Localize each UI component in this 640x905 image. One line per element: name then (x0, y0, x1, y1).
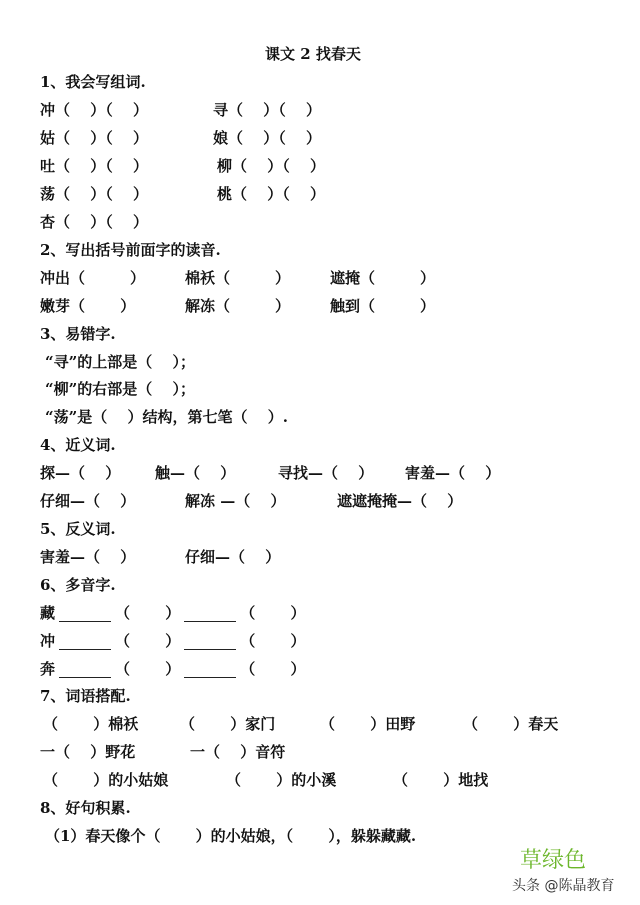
s6-paren: （ ） (115, 632, 181, 650)
s6-row (40, 604, 305, 622)
s4-item: 仔细—（ ） (40, 492, 136, 510)
s7-item: （ ）棉袄 (43, 715, 139, 733)
s5-item: 害羞—（ ） (40, 548, 136, 566)
blank-line (59, 663, 111, 678)
s2-item: 解冻（ ） (185, 297, 291, 315)
s7-item: 一（ ）野花 (40, 743, 136, 761)
s4-item: 探—（ ） (40, 464, 121, 482)
s7-item: （ ）田野 (320, 715, 416, 733)
s4-item: 寻找—（ ） (278, 464, 374, 482)
s1-item: 桃（ ）（ ） (217, 185, 325, 203)
s8-item: （1）春天像个（ ）的小姑娘，（ ），躲躲藏藏. (45, 827, 417, 845)
s4-item: 触—（ ） (155, 464, 236, 482)
s7-item: （ ）的小姑娘 (43, 771, 169, 789)
section-5-heading: 5、反义词. (40, 520, 116, 538)
s2-item: 冲出（ ） (40, 269, 146, 287)
watermark-source: 头条 @陈晶教育 (512, 878, 615, 894)
blank-line (184, 607, 236, 622)
s5-item: 仔细—（ ） (185, 548, 281, 566)
blank-line (184, 635, 236, 650)
s1-item: 娘（ ）（ ） (213, 129, 321, 147)
s2-item: 嫩芽（ ） (40, 297, 136, 315)
s6-paren: （ ） (240, 604, 306, 622)
s3-item: “荡”是（ ）结构，第七笔（ ）. (45, 408, 288, 426)
blank-line (59, 607, 111, 622)
section-7-heading: 7、词语搭配. (40, 687, 131, 705)
s6-char: 藏 (40, 604, 56, 622)
s6-row (40, 632, 305, 650)
s6-paren: （ ） (240, 660, 306, 678)
s6-row (40, 660, 305, 678)
s6-paren: （ ） (240, 632, 306, 650)
s7-item: （ ）家门 (180, 715, 276, 733)
s6-paren: （ ） (115, 604, 181, 622)
s6-char: 奔 (40, 660, 56, 678)
s1-item: 杏（ ）（ ） (40, 213, 148, 231)
section-6-heading: 6、多音字. (40, 576, 116, 594)
s2-item: 触到（ ） (330, 297, 436, 315)
s1-item: 姑（ ）（ ） (40, 129, 148, 147)
section-2-heading: 2、写出括号前面字的读音. (40, 241, 221, 259)
section-1-heading: 1、我会写组词. (40, 73, 146, 91)
s6-char: 冲 (40, 632, 56, 650)
s7-item: （ ）地找 (393, 771, 489, 789)
section-8-heading: 8、好句积累. (40, 799, 131, 817)
s7-item: （ ）春天 (463, 715, 559, 733)
s6-paren: （ ） (115, 660, 181, 678)
s1-item: 冲（ ）（ ） (40, 101, 148, 119)
blank-line (184, 663, 236, 678)
s1-item: 寻（ ）（ ） (213, 101, 321, 119)
s1-item: 柳（ ）（ ） (217, 157, 325, 175)
s3-item: “柳”的右部是（ ）； (45, 380, 195, 398)
s2-item: 遮掩（ ） (330, 269, 436, 287)
section-3-heading: 3、易错字. (40, 325, 116, 343)
blank-line (59, 635, 111, 650)
page-title: 课文 2 找春天 (265, 45, 361, 63)
watermark (512, 848, 632, 900)
s4-item: 解冻 —（ ） (185, 492, 286, 510)
s1-item: 荡（ ）（ ） (40, 185, 148, 203)
s4-item: 遮遮掩掩—（ ） (337, 492, 463, 510)
watermark-brand: 草绿色 (520, 848, 587, 873)
s7-item: （ ）的小溪 (226, 771, 337, 789)
section-4-heading: 4、近义词. (40, 436, 116, 454)
s4-item: 害羞—（ ） (405, 464, 501, 482)
s2-item: 棉袄（ ） (185, 269, 291, 287)
s7-item: 一（ ）音符 (190, 743, 286, 761)
s1-item: 吐（ ）（ ） (40, 157, 148, 175)
s3-item: “寻”的上部是（ ）； (45, 353, 195, 371)
